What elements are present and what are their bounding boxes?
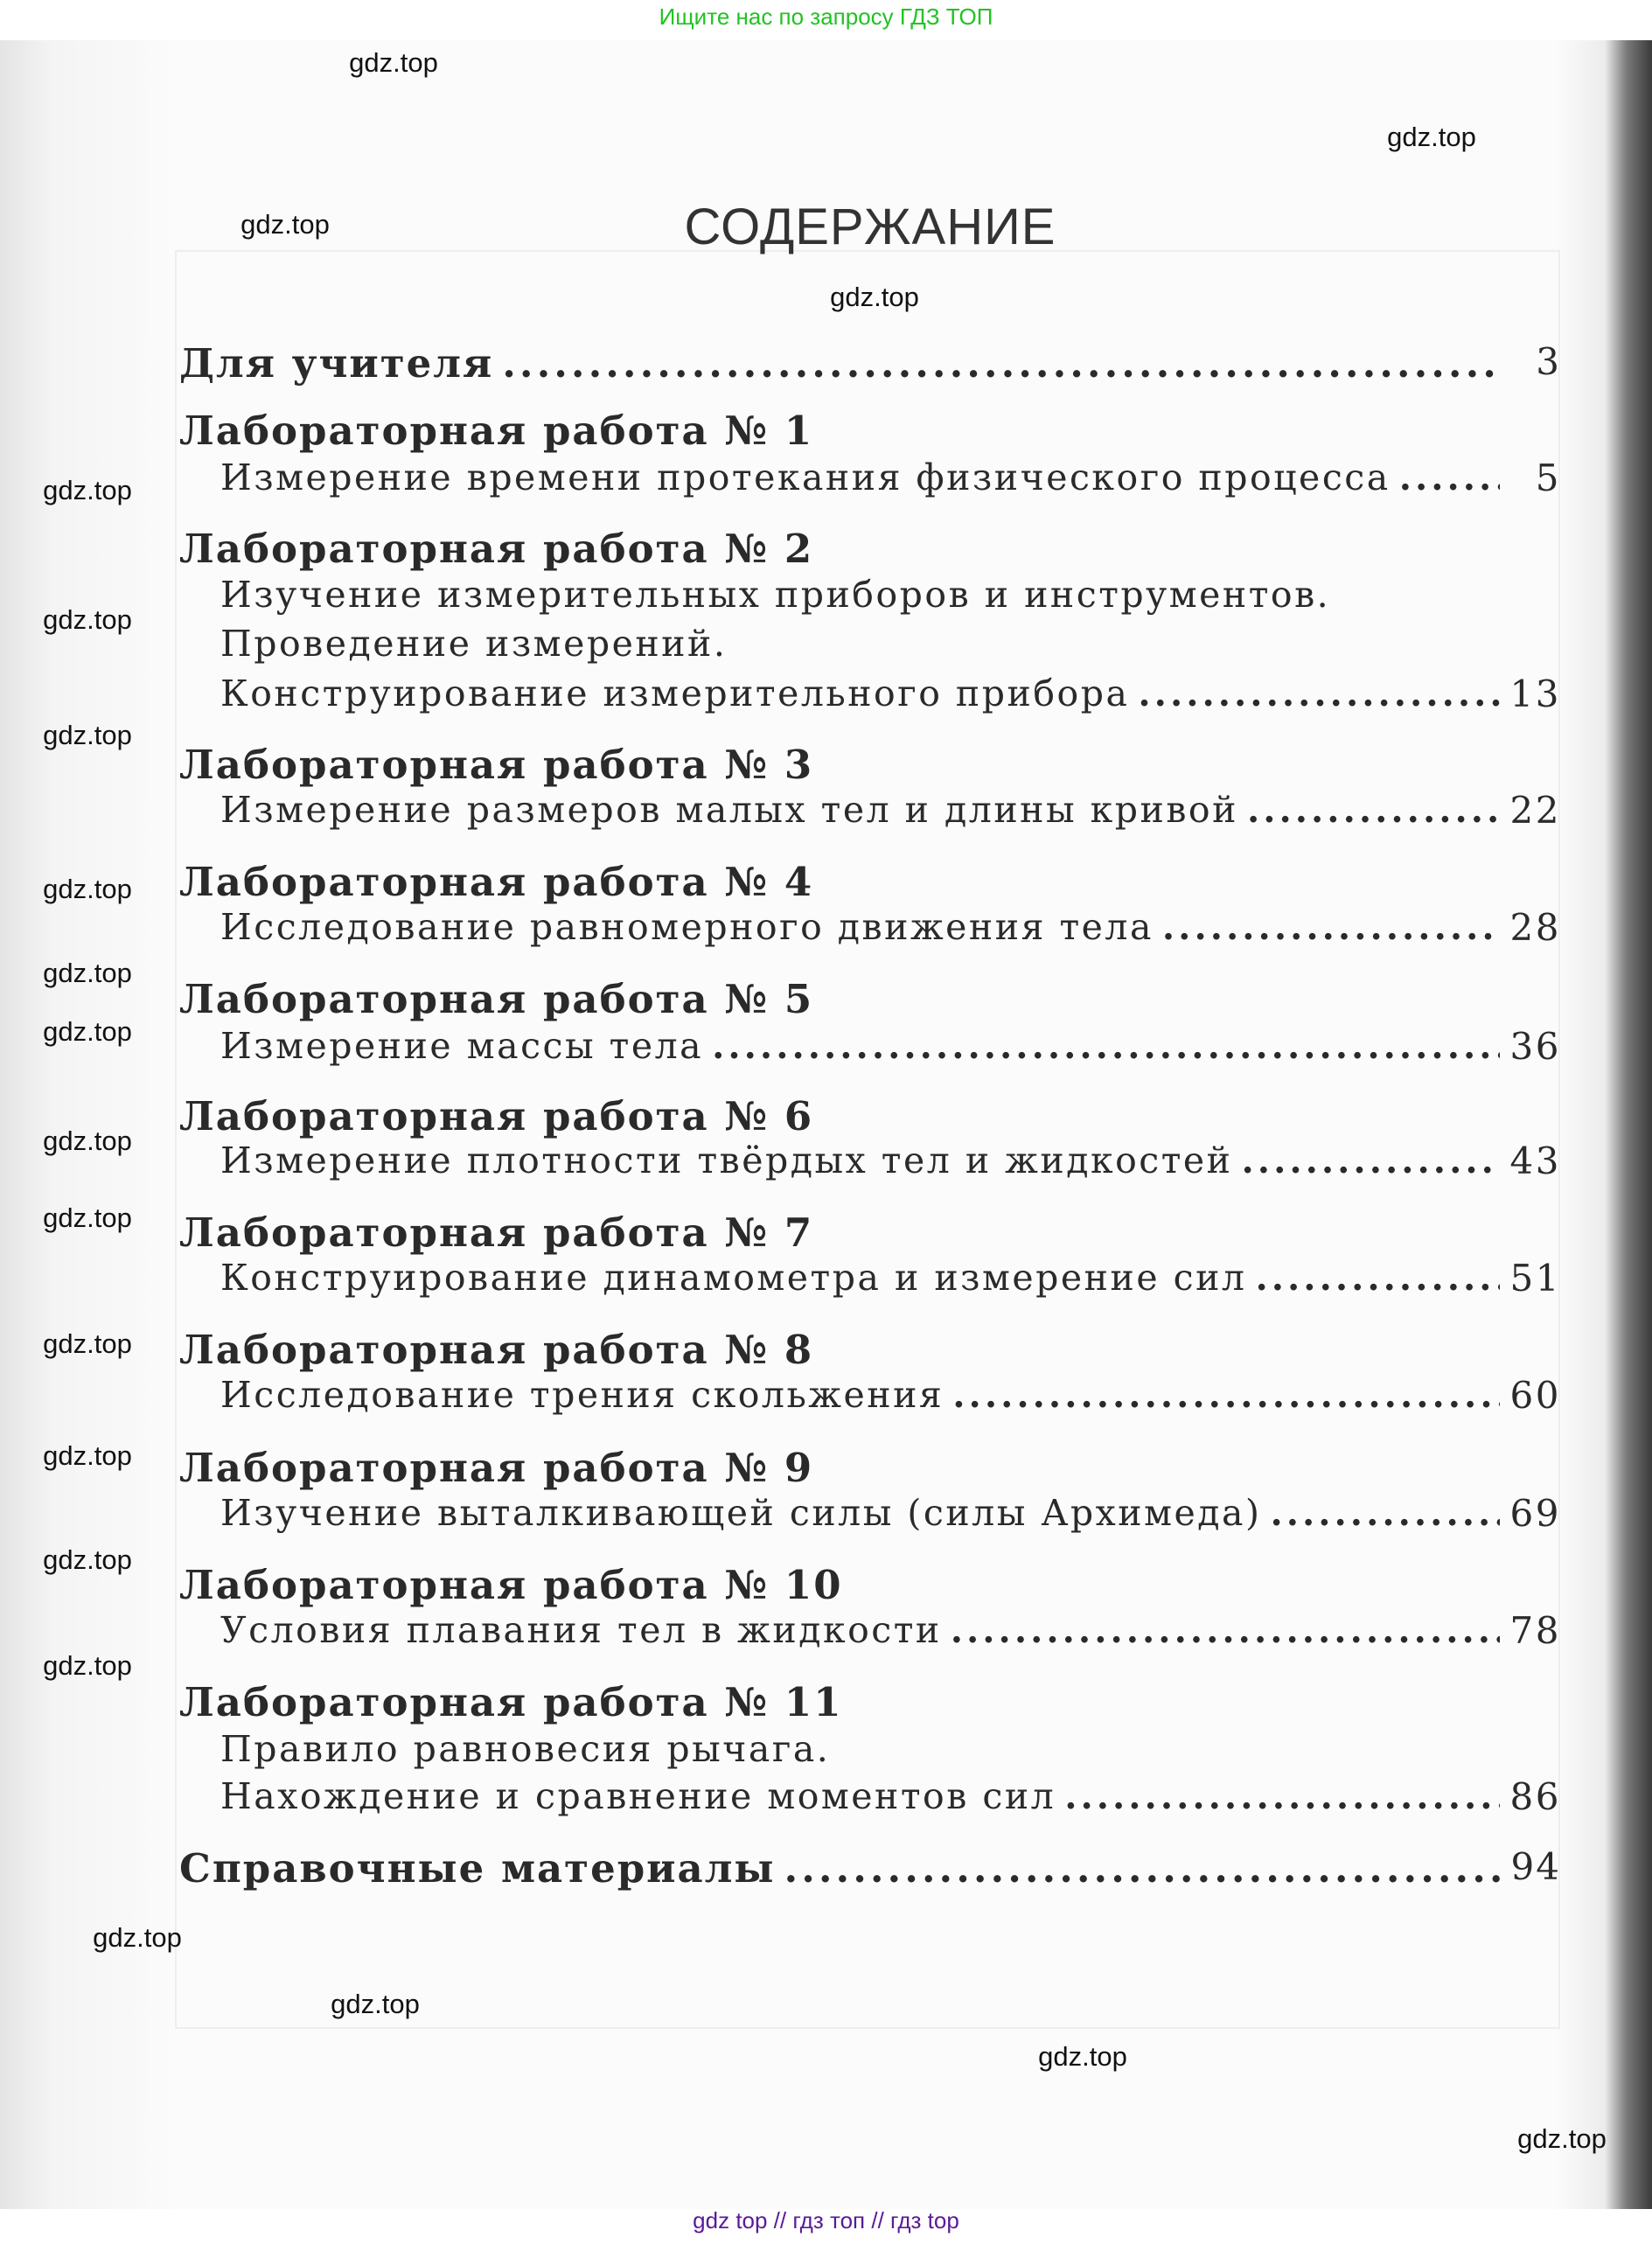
- toc-subline-text: Правило равновесия рычага.: [220, 1728, 831, 1770]
- toc-heading: [179, 742, 1561, 791]
- watermark-text: gdz.top: [43, 1544, 132, 1575]
- toc-subline: [220, 1609, 1561, 1658]
- toc-subline-text: Конструирование динамометра и измерение сил: [220, 1257, 1247, 1299]
- page-number: 43: [1509, 1139, 1561, 1182]
- dot-leader: [1270, 1492, 1500, 1534]
- toc-heading: [179, 1445, 1561, 1494]
- page-number: 51: [1509, 1257, 1561, 1300]
- page-number: 5: [1535, 456, 1561, 499]
- page-number: 78: [1509, 1609, 1561, 1652]
- dot-leader: [502, 340, 1500, 387]
- bottom-banner: gdz top // гдз топ // гдз top: [693, 2207, 959, 2234]
- toc-heading-text: Лабораторная работа № 8: [179, 1327, 814, 1373]
- watermark-text: gdz.top: [43, 1328, 132, 1359]
- watermark-text: gdz.top: [43, 1440, 132, 1471]
- page-number: 36: [1509, 1025, 1561, 1068]
- toc-subline: [220, 906, 1561, 955]
- dot-leader: [712, 1025, 1500, 1067]
- page-number: 86: [1509, 1775, 1561, 1818]
- toc-subline-text: Измерение времени протекания физического процесса: [220, 456, 1391, 498]
- watermark-text: gdz.top: [1517, 2123, 1607, 2154]
- watermark-text: gdz.top: [1038, 2041, 1127, 2072]
- watermark-text: gdz.top: [830, 282, 919, 312]
- page-number: 3: [1536, 340, 1561, 383]
- page-title: СОДЕРЖАНИЕ: [684, 199, 1056, 255]
- toc-heading-text: Лабораторная работа № 6: [179, 1093, 814, 1139]
- toc-heading-text: Лабораторная работа № 2: [179, 526, 814, 572]
- toc-heading-text: Лабораторная работа № 11: [179, 1679, 843, 1725]
- dot-leader: [1242, 1139, 1500, 1181]
- dot-leader: [1138, 673, 1500, 714]
- watermark-text: gdz.top: [349, 47, 438, 78]
- toc-subline: [220, 1775, 1561, 1824]
- toc-subline-text: Измерение массы тела: [220, 1025, 704, 1067]
- dot-leader: [784, 1845, 1500, 1892]
- dot-leader: [1162, 906, 1500, 948]
- toc-subline: [220, 1139, 1561, 1188]
- toc-subline-text: Измерение размеров малых тел и длины кривой: [220, 789, 1238, 831]
- toc-heading-text: Лабораторная работа № 7: [179, 1209, 814, 1256]
- toc-heading-text: Лабораторная работа № 4: [179, 859, 814, 905]
- toc-subline: [220, 789, 1561, 838]
- toc-heading-text: Лабораторная работа № 5: [179, 976, 814, 1022]
- toc-subline: [220, 574, 1561, 623]
- toc-heading: [179, 408, 1561, 456]
- watermark-text: gdz.top: [43, 1125, 132, 1156]
- watermark-text: gdz.top: [43, 874, 132, 904]
- toc-heading: [179, 1327, 1561, 1376]
- toc-subline: [220, 456, 1561, 505]
- watermark-text: gdz.top: [1387, 122, 1476, 152]
- page-number: 28: [1509, 906, 1561, 949]
- toc-heading: [179, 1679, 1561, 1728]
- toc-subline: [220, 623, 1561, 672]
- watermark-text: gdz.top: [43, 1650, 132, 1681]
- toc-heading-text: Справочные материалы: [179, 1845, 776, 1892]
- toc-heading: [179, 1562, 1561, 1611]
- toc-heading-text: Для учителя: [179, 340, 494, 387]
- watermark-text: gdz.top: [240, 209, 330, 240]
- watermark-text: gdz.top: [93, 1922, 182, 1953]
- page-number: 69: [1509, 1492, 1561, 1535]
- toc-heading: [179, 1093, 1561, 1142]
- toc-subline-text: Исследование равномерного движения тела: [220, 906, 1154, 948]
- watermark-text: gdz.top: [43, 720, 132, 750]
- toc-heading: [179, 976, 1561, 1025]
- toc-subline: [220, 1728, 1561, 1777]
- toc-heading-text: Лабораторная работа № 9: [179, 1445, 814, 1491]
- toc-heading: [179, 1209, 1561, 1258]
- toc-subline-text: Нахождение и сравнение моментов сил: [220, 1775, 1056, 1817]
- toc-subline: [220, 1492, 1561, 1541]
- watermark-text: gdz.top: [43, 1202, 132, 1233]
- toc-heading: [179, 859, 1561, 908]
- toc-subline: [220, 673, 1561, 721]
- dot-leader: [1247, 789, 1500, 831]
- dot-leader: [1399, 456, 1500, 498]
- dot-leader: [952, 1374, 1500, 1416]
- page-number: 13: [1509, 673, 1561, 715]
- toc-subline-text: Измерение плотности твёрдых тел и жидкостей: [220, 1139, 1233, 1181]
- toc-heading-text: Лабораторная работа № 10: [179, 1562, 843, 1608]
- watermark-text: gdz.top: [331, 1989, 420, 2019]
- page-number: 60: [1509, 1374, 1561, 1417]
- toc-subline-text: Изучение выталкивающей силы (силы Архимеда): [220, 1492, 1262, 1534]
- toc-subline-text: Конструирование измерительного прибора: [220, 673, 1130, 714]
- toc-heading-text: Лабораторная работа № 3: [179, 742, 814, 788]
- toc-heading: [179, 1845, 1561, 1894]
- page-number: 22: [1509, 789, 1561, 832]
- toc-subline: [220, 1025, 1561, 1074]
- top-banner: Ищите нас по запросу ГДЗ ТОП: [659, 3, 993, 30]
- watermark-text: gdz.top: [43, 958, 132, 988]
- toc-subline-text: Проведение измерений.: [220, 623, 728, 665]
- toc-subline-text: Условия плавания тел в жидкости: [220, 1609, 942, 1651]
- toc-heading: [179, 526, 1561, 575]
- toc-heading: [179, 340, 1561, 389]
- watermark-text: gdz.top: [43, 1016, 132, 1047]
- toc-subline: [220, 1374, 1561, 1423]
- dot-leader: [1255, 1257, 1500, 1299]
- dot-leader: [1064, 1775, 1500, 1817]
- toc-subline-text: Изучение измерительных приборов и инструментов.: [220, 574, 1331, 616]
- toc-subline-text: Исследование трения скольжения: [220, 1374, 944, 1416]
- toc-heading-text: Лабораторная работа № 1: [179, 408, 814, 454]
- watermark-text: gdz.top: [43, 475, 132, 505]
- toc-subline: [220, 1257, 1561, 1306]
- watermark-text: gdz.top: [43, 604, 132, 635]
- page-number: 94: [1510, 1845, 1561, 1888]
- dot-leader: [951, 1609, 1500, 1651]
